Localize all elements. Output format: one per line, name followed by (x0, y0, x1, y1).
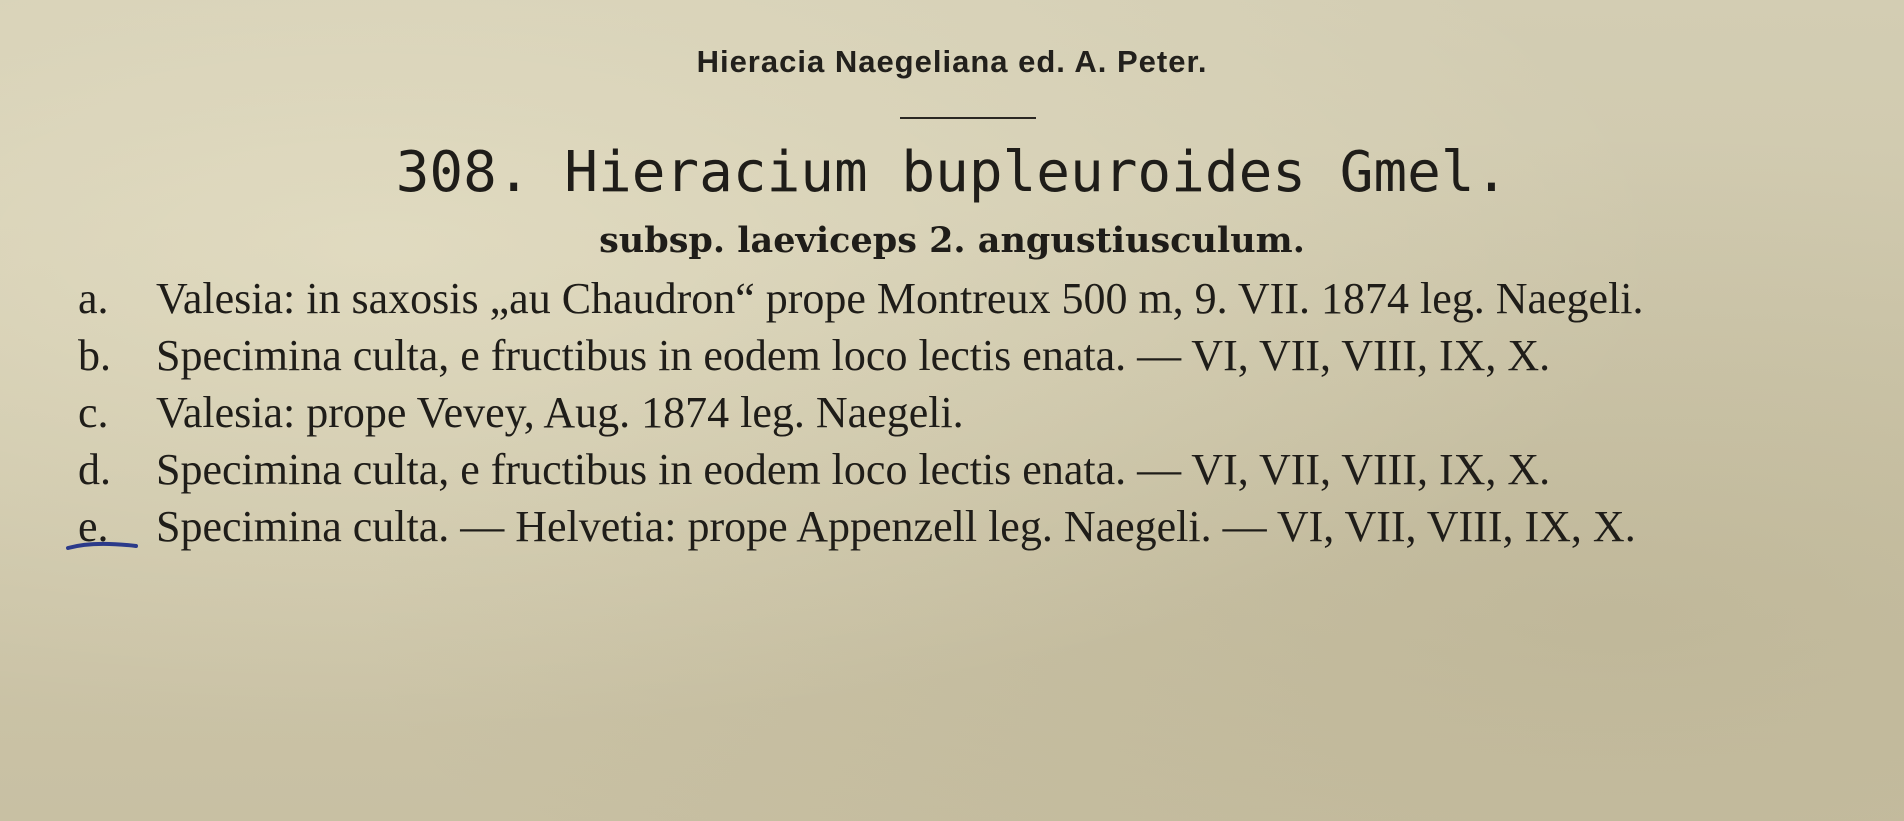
pen-underline-mark (66, 540, 138, 552)
entry-text: Specimina culta, e fructibus in eodem loco lectis enata. — VI, VII, VIII, IX, X. (156, 445, 1551, 494)
subspecies-subtitle: subsp. laeviceps 2. angustiusculum. (599, 220, 1305, 261)
entry-text: Valesia: in saxosis „au Chaudron“ prope Montreux 500 m, 9. VII. 1874 leg. Naegeli. (156, 274, 1644, 323)
entry-marker: e. (78, 502, 109, 551)
species-title: 308. Hieracium bupleuroides Gmel. (395, 140, 1509, 205)
entry-marker: b. (78, 331, 111, 380)
header-divider (900, 117, 1036, 119)
locality-entry-d (78, 441, 1858, 498)
locality-entry-b (78, 327, 1858, 384)
entry-text: Specimina culta, e fructibus in eodem loco lectis enata. — VI, VII, VIII, IX, X. (156, 331, 1551, 380)
entry-marker: c. (78, 388, 109, 437)
locality-list (78, 270, 1858, 555)
entry-marker: d. (78, 445, 111, 494)
series-header: Hieracia Naegeliana ed. A. Peter. (696, 44, 1208, 79)
locality-entry-c (78, 384, 1858, 441)
pen-stroke (68, 544, 136, 548)
entry-text: Specimina culta. — Helvetia: prope Appenzell leg. Naegeli. — VI, VII, VIII, IX, X. (156, 502, 1636, 551)
locality-entry-e (78, 498, 1858, 555)
entry-text: Valesia: prope Vevey, Aug. 1874 leg. Naegeli. (156, 388, 964, 437)
entry-marker: a. (78, 274, 109, 323)
locality-entry-a (78, 270, 1858, 327)
